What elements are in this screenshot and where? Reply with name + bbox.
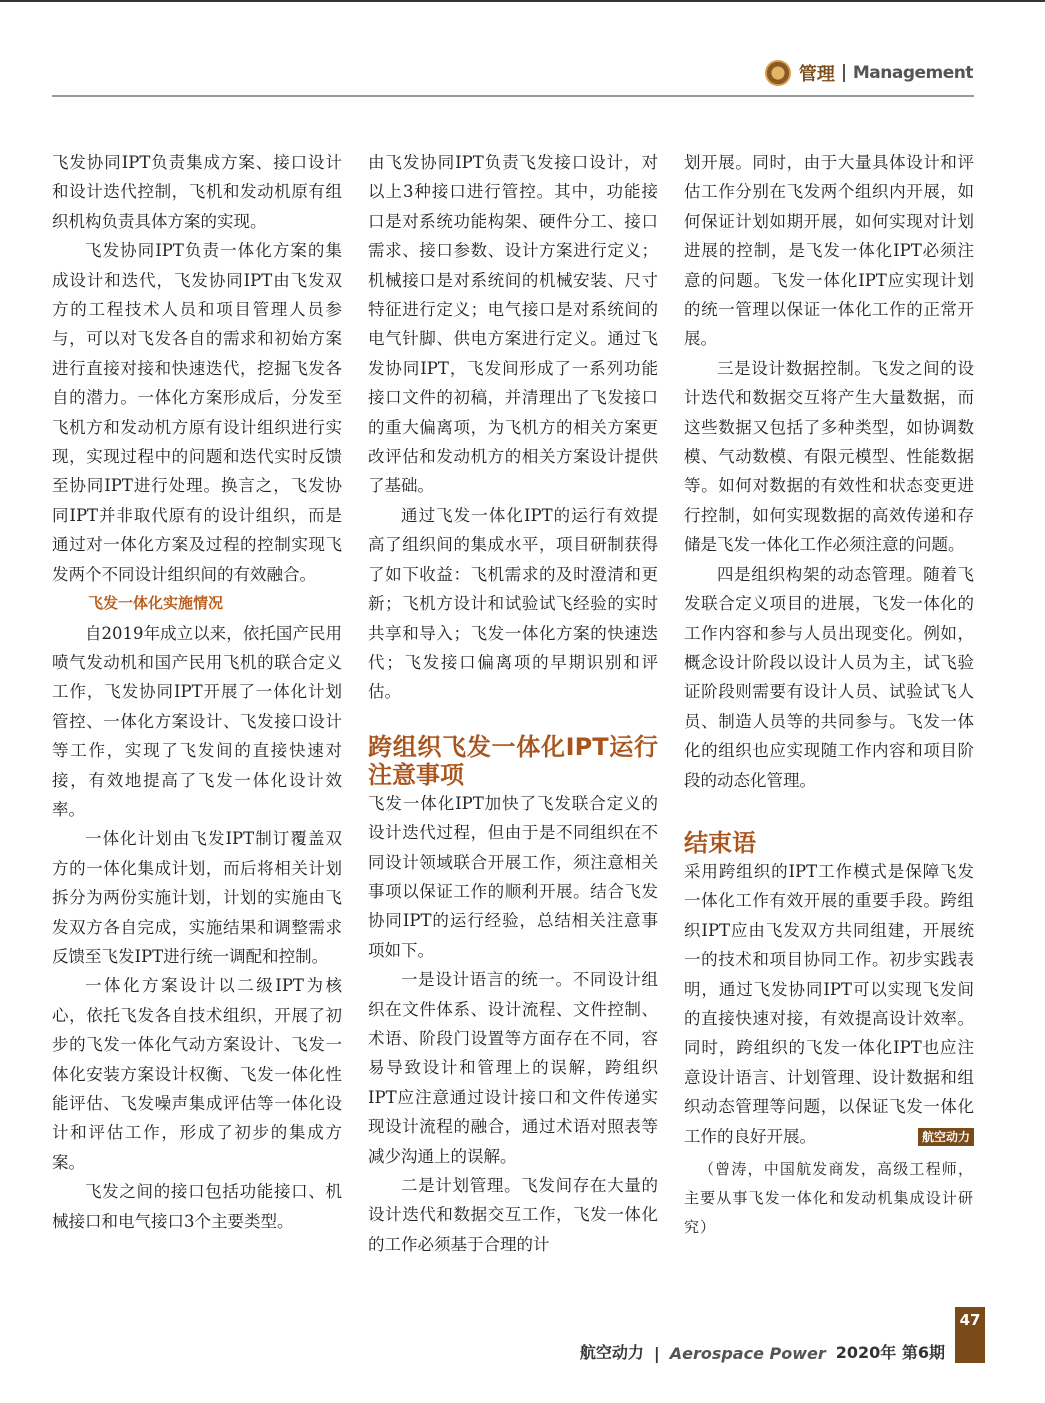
journal-name-en: Aerospace Power [669, 1344, 826, 1363]
journal-name-cn: 航空动力 [579, 1343, 644, 1362]
paragraph: 飞发协同IPT负责一体化方案的集成设计和迭代，飞发协同IPT由飞发双方的工程技术人员和项目管理人员参与，可以对飞发各自的需求和初始方案进行直接对接和快速迭代，挖掘飞发各自的潜力。一体化方案形成后，分发至飞机方和发动机方原有设计组织进行实现，实现过程中的问题和迭代实时反馈至协同IPT进行处理。换言之，飞发协同IPT并非取代原有的设计组织，而是通过对一体化方案及过程的控制实现飞发两个不同设计组织间的有效融合。 [52, 241, 342, 584]
paragraph: 划开展。同时，由于大量具体设计和评估工作分别在飞发两个组织内开展，如何保证计划如期开展，如何实现对计划进展的控制，是飞发一体化IPT必须注意的问题。飞发一体化IPT应实现计划的统一管理以保证一体化工作的正常开展。 [684, 153, 974, 349]
header-divider [843, 64, 845, 82]
section-heading: 结束语 [684, 828, 756, 857]
column-1 [52, 148, 342, 1236]
author-note: （曾涛，中国航发商发，高级工程师，主要从事飞发一体化和发动机集成设计研究） [684, 1160, 974, 1236]
issue-label: 2020年 第6期 [835, 1343, 945, 1362]
top-border-line [0, 0, 1045, 2]
page-footer [580, 1307, 985, 1363]
paragraph: 一体化计划由飞发IPT制订覆盖双方的一体化集成计划，而后将相关计划拆分为两份实施计划，计划的实施由飞发双方各自完成，实施结果和调整需求反馈至飞发IPT进行统一调配和控制。 [52, 829, 342, 966]
section-title-cn: 管理 [798, 64, 835, 85]
paragraph: 三是设计数据控制。飞发之间的设计迭代和数据交互将产生大量数据，而这些数据又包括了多种类型，如协调数模、气动数模、有限元模型、性能数据等。如何对数据的有效性和状态变更进行控制，如何实现数据的高效传递和存储是飞发一体化工作必须注意的问题。 [684, 358, 974, 555]
column-3 [684, 148, 974, 1242]
section-title-en: Management [852, 63, 973, 83]
paragraph: 二是计划管理。飞发间存在大量的设计迭代和数据交互工作，飞发一体化的工作必须基于合理的计 [368, 1176, 658, 1254]
paragraph: 自2019年成立以来，依托国产民用喷气发动机和国产民用飞机的联合定义工作，飞发协同IPT开展了一体化计划管控、一体化方案设计、飞发接口设计等工作，实现了飞发间的直接快速对接，有效地提高了飞发一体化设计效率。 [52, 623, 342, 819]
paragraph [684, 857, 974, 1151]
footer-divider: | [653, 1344, 660, 1363]
paragraph: 一是设计语言的统一。不同设计组织在文件体系、设计流程、文件控制、术语、阶段门设置等方面存在不同，容易导致设计和管理上的误解，跨组织IPT应注意通过设计接口和文件传递实现设计流程的融合，通过术语对照表等减少沟通上的误解。 [368, 970, 658, 1166]
paragraph: 飞发协同IPT负责集成方案、接口设计和设计迭代控制，飞机和发动机原有组织机构负责具体方案的实现。 [52, 153, 342, 231]
paragraph: 飞发一体化IPT加快了飞发联合定义的设计迭代过程，但由于是不同组织在不同设计领域联合开展工作，须注意相关事项以保证工作的顺利开展。结合飞发协同IPT的运行经验，总结相关注意事项如下。 [368, 793, 658, 960]
section-header [765, 60, 973, 86]
paragraph: 通过飞发一体化IPT的运行有效提高了组织间的集成水平，项目研制获得了如下收益：飞机需求的及时澄清和更新；飞机方设计和试验试飞经验的实时共享和导入；飞发一体化方案的快速迭代；飞发接口偏离项的早期识别和评估。 [368, 505, 658, 702]
column-2 [368, 148, 658, 1259]
conclusion-text: 采用跨组织的IPT工作模式是保障飞发一体化工作有效开展的重要手段。跨组织IPT应由飞发双方共同组建，开展统一的技术和项目协同工作。初步实践表明，通过飞发协同IPT可以实现飞发间的直接快速对接，有效提高设计效率。同时，跨组织的飞发一体化IPT也应注意设计语言、计划管理、设计数据和组织动态管理等问题，以保证飞发一体化工作的良好开展。 [684, 861, 974, 1146]
end-badge: 航空动力 [918, 1128, 974, 1146]
header-rule [52, 95, 974, 97]
section-heading: 跨组织飞发一体化IPT运行注意事项 [368, 732, 658, 789]
paragraph: 由飞发协同IPT负责飞发接口设计，对以上3种接口进行管控。其中，功能接口是对系统功能构架、硬件分工、接口需求、接口参数、设计方案进行定义；机械接口是对系统间的机械安装、尺寸特征进行定义；电气接口是对系统间的电气针脚、供电方案进行定义。通过飞发协同IPT，飞发间形成了一系列功能接口文件的初稿，并清理出了飞发接口的重大偏离项，为飞机方的相关方案更改评估和发动机方的相关方案设计提供了基础。 [368, 153, 658, 496]
subsection-heading: 飞发一体化实施情况 [88, 594, 224, 613]
page-number: 47 [955, 1307, 985, 1363]
paragraph: 四是组织构架的动态管理。随着飞发联合定义项目的进展，飞发一体化的工作内容和参与人员出现变化。例如，概念设计阶段以设计人员为主，试飞验证阶段则需要有设计人员、试验试飞人员、制造人员等的共同参与。飞发一体化的组织也应实现随工作内容和项目阶段的动态化管理。 [684, 564, 974, 790]
paragraph: 一体化方案设计以二级IPT为核心，依托飞发各自技术组织，开展了初步的飞发一体化气动方案设计、飞发一体化安装方案设计权衡、飞发一体化性能评估、飞发噪声集成评估等一体化设计和评估工作，形成了初步的集成方案。 [52, 976, 342, 1172]
paragraph: 飞发之间的接口包括功能接口、机械接口和电气接口3个主要类型。 [52, 1182, 342, 1231]
journal-logo-icon [765, 60, 791, 86]
